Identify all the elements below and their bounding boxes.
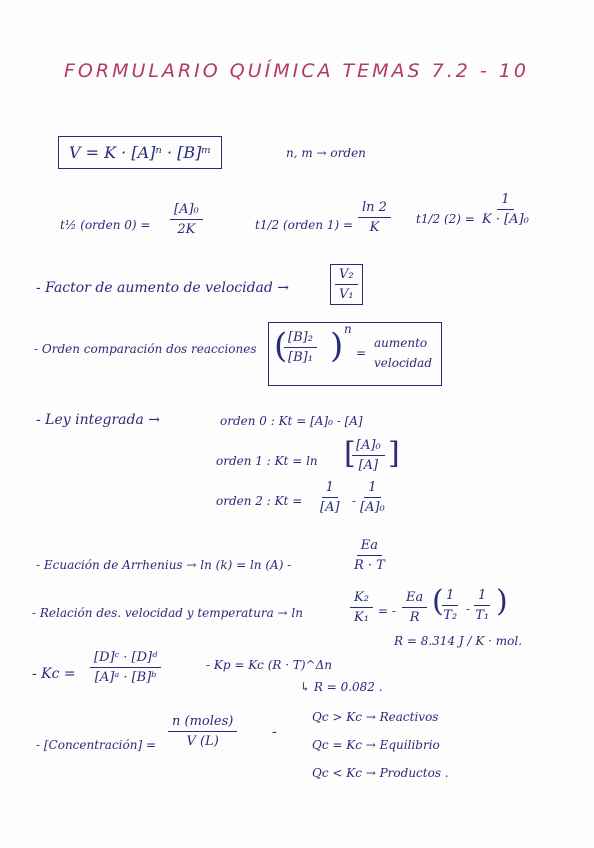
fraction-numerator: [B]₂ <box>284 330 317 348</box>
fraction-denominator: R · T <box>354 558 385 573</box>
fraction-numerator: [D]ᶜ · [D]ᵈ <box>90 650 161 668</box>
close-paren: ) <box>496 584 508 619</box>
fraction-denominator: K · [A]₀ <box>482 212 529 227</box>
relation-t-fraction-2 <box>474 588 490 623</box>
fraction-denominator: T₂ <box>443 608 458 623</box>
integrated-law-label: - Ley integrada → <box>36 412 161 428</box>
fraction-numerator: Ea <box>357 538 382 556</box>
integrated-law-order1-fraction <box>352 438 385 473</box>
fraction-denominator: K₁ <box>354 610 369 625</box>
half-life-order2-label: t1/2 (2) = <box>416 212 475 226</box>
relation-r-value: R = 8.314 J / K · mol. <box>394 634 523 648</box>
fraction-denominator: T₁ <box>475 608 490 623</box>
close-paren: ) <box>330 326 344 366</box>
fraction-denominator: [A] <box>320 500 340 515</box>
arrhenius-label: - Ecuación de Arrhenius → ln (k) = ln (A) - <box>36 558 292 572</box>
equilibrium-line-2: Qc = Kc → Equilibrio <box>312 738 440 752</box>
speed-factor-fraction <box>330 264 363 305</box>
concentration-dash: - <box>272 724 277 740</box>
open-paren: ( <box>274 326 288 366</box>
order-comparison-exponent: n <box>344 322 352 336</box>
half-life-order1-fraction <box>358 200 391 235</box>
fraction-denominator: 2K <box>177 222 196 237</box>
kp-formula: - Kp = Kc (R · T)^Δn <box>206 658 332 672</box>
kc-label: - Kc = <box>32 666 76 682</box>
half-life-order0-fraction <box>170 202 203 237</box>
fraction-numerator: n (moles) <box>168 714 237 732</box>
kc-fraction <box>90 650 161 685</box>
relation-ea-fraction <box>402 590 427 625</box>
half-life-order1-label: t1/2 (orden 1) = <box>255 218 354 232</box>
equilibrium-line-1: Qc > Kc → Reactivos <box>312 710 439 724</box>
relation-k-fraction <box>350 590 373 625</box>
relation-t-fraction-1 <box>442 588 458 623</box>
integrated-law-order2-fraction-2 <box>360 480 385 515</box>
fraction-denominator: V (L) <box>186 734 219 749</box>
fraction-numerator: K₂ <box>350 590 373 608</box>
open-bracket: [ <box>344 436 356 471</box>
rate-law-formula: V = K · [A]ⁿ · [B]ᵐ <box>58 136 222 169</box>
concentration-label: - [Concentración] = <box>36 738 157 752</box>
fraction-denominator: K <box>369 220 380 235</box>
equilibrium-line-3: Qc < Kc → Productos . <box>312 766 449 780</box>
fraction-numerator: [A]₀ <box>352 438 385 456</box>
integrated-law-order2-minus: - <box>352 494 357 508</box>
concentration-fraction <box>168 714 237 749</box>
fraction-numerator: 1 <box>442 588 458 606</box>
order-comparison-equals: = <box>356 346 367 360</box>
half-life-order0-label: t½ (orden 0) = <box>60 218 151 232</box>
page-title: FORMULARIO QUÍMICA TEMAS 7.2 - 10 <box>64 60 529 82</box>
fraction-denominator: V₁ <box>339 287 354 302</box>
rate-law-note: n, m → orden <box>286 146 366 160</box>
close-bracket: ] <box>388 436 400 471</box>
fraction-denominator: [A]ᵃ · [B]ᵇ <box>94 670 157 685</box>
integrated-law-order0: orden 0 : Kt = [A]₀ - [A] <box>220 414 363 428</box>
open-paren: ( <box>432 584 444 619</box>
integrated-law-order2-left: orden 2 : Kt = <box>216 494 303 508</box>
fraction-denominator: [B]₁ <box>288 350 313 365</box>
order-comparison-result-2: velocidad <box>374 356 433 370</box>
half-life-order2-fraction <box>482 192 529 227</box>
fraction-numerator: 1 <box>364 480 380 498</box>
integrated-law-order1-left: orden 1 : Kt = ln <box>216 454 318 468</box>
fraction-numerator: 1 <box>474 588 490 606</box>
order-comparison-result-1: aumento <box>374 336 428 350</box>
relation-t-minus: - <box>466 602 471 616</box>
relation-mid: = - <box>378 604 396 618</box>
kp-r-value: ↳ R = 0.082 . <box>300 680 383 694</box>
arrhenius-fraction <box>354 538 385 573</box>
fraction-numerator: [A]₀ <box>170 202 203 220</box>
order-comparison-fraction <box>284 330 317 365</box>
integrated-law-order2-fraction-1 <box>320 480 340 515</box>
speed-factor-label: - Factor de aumento de velocidad → <box>36 280 290 296</box>
order-comparison-label: - Orden comparación dos reacciones <box>34 342 257 356</box>
fraction-numerator: V₂ <box>335 267 358 285</box>
fraction-denominator: [A] <box>358 458 379 473</box>
relation-label: - Relación des. velocidad y temperatura → ln <box>32 606 303 620</box>
fraction-numerator: ln 2 <box>358 200 391 218</box>
fraction-denominator: R <box>409 610 420 625</box>
fraction-denominator: [A]₀ <box>360 500 385 515</box>
fraction-numerator: Ea <box>402 590 427 608</box>
fraction-numerator: 1 <box>497 192 513 210</box>
fraction-numerator: 1 <box>322 480 338 498</box>
